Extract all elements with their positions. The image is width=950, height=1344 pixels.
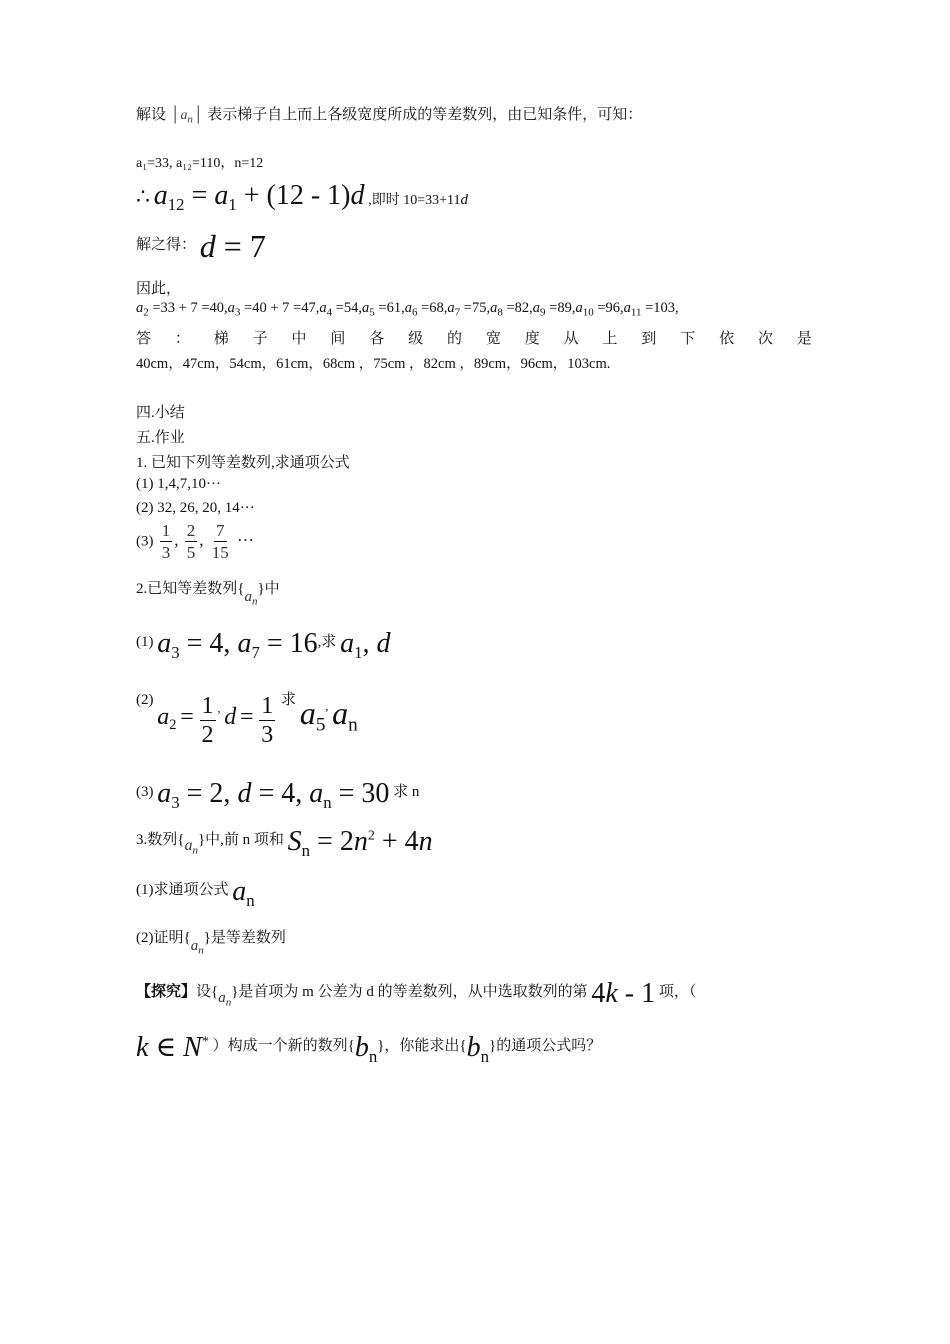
answer-char: 梯: [213, 331, 229, 347]
answer-char: 子: [252, 331, 268, 347]
hw-q2-2: (2) $a_2$ = $\frac{1}{2}$ , d = $\frac{1}{3}$ 求 $a_5^,$ $a_n$: [136, 692, 358, 749]
answer-char: ：: [174, 331, 190, 347]
answer-char: 度: [524, 331, 540, 347]
fraction-3: $\frac{7}{15}$: [211, 521, 229, 562]
hw-q1-1: (1) 1,4,7,10···: [136, 476, 221, 492]
hw-q1: 1. 已知下列等差数列,求通项公式: [136, 455, 350, 471]
hw-q3-1: (1)求通项公式 $a_n$: [136, 876, 255, 910]
answer-values: 40cm，47cm，54cm，61cm，68cm ，75cm ，82cm ，89cm，96cm，103cm.: [136, 356, 611, 372]
solve-result: d = 7: [199, 228, 266, 264]
equation-a12-tail: ,即时 10=33+11: [368, 193, 461, 208]
answer-char: 到: [641, 331, 657, 347]
answer-char: 级: [408, 331, 424, 347]
section-homework: 五.作业: [136, 430, 185, 446]
intro-post: 表示梯子自上而上各级宽度所成的等差数列，由已知条件，可知：: [207, 107, 643, 123]
given-line: a₁=33, a₁₂=110，n=12: [136, 156, 264, 171]
explore-tag: 【探究】: [136, 984, 197, 1000]
seq-an-symbol: $│a_n│$: [169, 107, 204, 126]
intro-pre: 解设: [136, 107, 167, 123]
hw-q1-2: (2) 32, 26, 20, 14···: [136, 500, 255, 516]
answer-char: 宽: [485, 331, 501, 347]
hw-q3-2: (2)证明$\{a_n\}$是等差数列: [136, 930, 286, 957]
fraction-1: $\frac{1}{3}$: [161, 521, 171, 562]
answer-char: 下: [680, 331, 696, 347]
ellipsis: ···: [237, 530, 254, 550]
hw-q2: 2.已知等差数列$\{a_n\}$中: [136, 581, 280, 608]
answer-char: 依: [719, 331, 735, 347]
hw-q1-3: (3) $\frac{1}{3}$ , $\frac{2}{5}$ , $\frac{7}{15}$ ···: [136, 521, 254, 562]
therefore-symbol: ∴: [136, 184, 150, 209]
section-summary: 四.小结: [136, 405, 185, 421]
answer-char: 答: [136, 331, 152, 347]
explore-line-2: k ∈ N* ）构成一个新的数列$\{b_n\}$，你能求出$\{b_n\}$的通项公式吗？: [136, 1032, 602, 1066]
solve-label: 解之得：: [136, 237, 197, 253]
hw-q2-3: (3) $a_3 = 2$, d = 4, $a_n = 30$ 求 n: [136, 778, 420, 812]
hw-q2-1: (1) $a_3 = 4$, $a_7 = 16$,求 $a_1$, d: [136, 628, 391, 662]
equation-a12-math: $a_{12} = a_1 + (12 - 1)d$: [153, 180, 365, 214]
answer-char: 的: [447, 331, 463, 347]
answer-char: 中: [291, 331, 307, 347]
intro-line: [136, 103, 642, 125]
seq-values-line: $a_2 =33 + 7 =40,a_3 =40 + 7 =47,a_4 =54,a_5 =61,a_6 =68,a_7 =75,a_8 =82,a_9 =89,a_{10} =96,a_{11} =103$,: [136, 300, 679, 319]
explore-line-1: 【探究】设$\{a_n\}$是首项为 m 公差为 d 的等差数列，从中选取数列的第 4k - 1 项，（: [136, 978, 697, 1009]
hence-line: 因此，: [136, 281, 182, 297]
fraction-2: $\frac{2}{5}$: [186, 521, 196, 562]
hw-q1-3-label: (3): [136, 533, 154, 550]
hw-q3: 3.数列$\{a_n\}$中,前 n 项和 $S_n = 2n^2 + 4n$: [136, 826, 433, 860]
solve-line: [136, 228, 266, 265]
answer-char: 上: [602, 331, 618, 347]
answer-char: 各: [369, 331, 385, 347]
answer-char: 从: [563, 331, 579, 347]
answer-line: [136, 327, 812, 348]
answer-char: 是: [796, 331, 812, 347]
answer-char: 间: [330, 331, 346, 347]
answer-char: 次: [758, 331, 774, 347]
equation-a12: ∴ $a_{12} = a_1 + (12 - 1)d$ ,即时 10=33+11d: [136, 180, 469, 214]
